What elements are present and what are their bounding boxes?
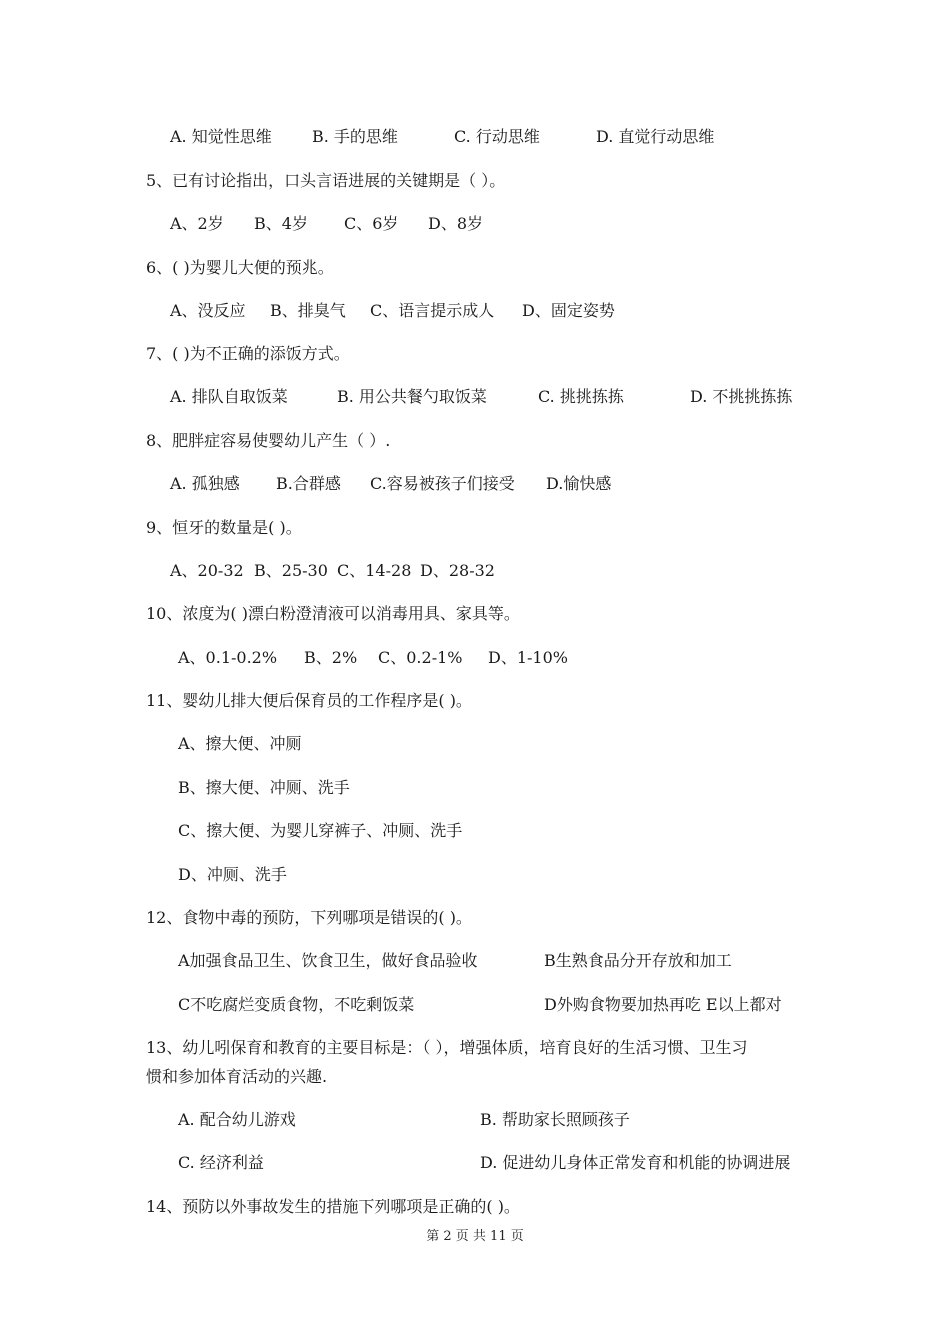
- q9-option-a: A、20-32: [170, 561, 244, 580]
- q11-option-c: C、擦大便、为婴儿穿裤子、冲厕、洗手: [178, 821, 463, 840]
- q9-stem: 9、恒牙的数量是( )。: [146, 518, 302, 537]
- q7-stem: 7、( )为不正确的添饭方式。: [146, 344, 350, 363]
- q10-option-c: C、0.2-1%: [378, 648, 463, 667]
- q14-stem: 14、预防以外事故发生的措施下列哪项是正确的( )。: [146, 1197, 520, 1216]
- q12-option-d: D外购食物要加热再吃 E以上都对: [544, 995, 782, 1014]
- q7-option-a: A. 排队自取饭菜: [170, 387, 288, 406]
- q5-option-b: B、4岁: [254, 214, 308, 233]
- q5-option-c: C、6岁: [344, 214, 399, 233]
- q10-option-b: B、2%: [304, 648, 358, 667]
- q6-option-a: A、没反应: [170, 301, 246, 320]
- q8-option-b: B.合群感: [276, 474, 341, 493]
- q10-option-a: A、0.1-0.2%: [178, 648, 278, 667]
- q9-option-d: D、28-32: [420, 561, 495, 580]
- q13-option-b: B. 帮助家长照顾孩子: [480, 1110, 630, 1129]
- q12-option-a: A加强食品卫生、饮食卫生，做好食品验收: [178, 951, 478, 970]
- q10-option-d: D、1-10%: [488, 648, 568, 667]
- q6-option-d: D、固定姿势: [522, 301, 615, 320]
- q11-stem: 11、婴幼儿排大便后保育员的工作程序是( )。: [146, 691, 472, 710]
- q8-option-d: D.愉快感: [546, 474, 612, 493]
- q4-option-a: A. 知觉性思维: [170, 127, 272, 146]
- q5-stem: 5、已有讨论指出，口头言语进展的关键期是（ ）。: [146, 171, 506, 190]
- q6-option-b: B、排臭气: [270, 301, 346, 320]
- q13-stem-line2: 惯和参加体育活动的兴趣.: [146, 1067, 328, 1086]
- q9-option-b: B、25-30: [254, 561, 328, 580]
- page-footer: 第 2 页 共 11 页: [426, 1229, 524, 1244]
- q6-stem: 6、( )为婴儿大便的预兆。: [146, 258, 334, 277]
- q12-stem: 12、食物中毒的预防，下列哪项是错误的( )。: [146, 908, 472, 927]
- q12-option-c: C不吃腐烂变质食物，不吃剩饭菜: [178, 995, 415, 1014]
- q8-option-c: C.容易被孩子们接受: [370, 474, 515, 493]
- q11-option-d: D、冲厕、洗手: [178, 865, 287, 884]
- q4-option-c: C. 行动思维: [454, 127, 540, 146]
- q9-option-c: C、14-28: [337, 561, 412, 580]
- q8-option-a: A. 孤独感: [170, 474, 240, 493]
- q5-option-d: D、8岁: [428, 214, 484, 233]
- q11-option-b: B、擦大便、冲厕、洗手: [178, 778, 350, 797]
- q13-option-d: D. 促进幼儿身体正常发育和机能的协调进展: [480, 1153, 791, 1172]
- q5-option-a: A、2岁: [170, 214, 224, 233]
- q10-stem: 10、浓度为( )漂白粉澄清液可以消毒用具、家具等。: [146, 604, 520, 623]
- q12-option-b: B生熟食品分开存放和加工: [544, 951, 732, 970]
- q13-option-c: C. 经济利益: [178, 1153, 264, 1172]
- q7-option-b: B. 用公共餐勺取饭菜: [337, 387, 487, 406]
- q7-option-c: C. 挑挑拣拣: [538, 387, 624, 406]
- q13-stem-line1: 13、幼儿吲保育和教育的主要目标是：（ ），增强体质，培育良好的生活习惯、卫生习: [146, 1038, 748, 1057]
- q7-option-d: D. 不挑挑拣拣: [690, 387, 793, 406]
- q11-option-a: A、擦大便、冲厕: [178, 734, 302, 753]
- q4-option-b: B. 手的思维: [312, 127, 398, 146]
- q4-option-d: D. 直觉行动思维: [596, 127, 715, 146]
- q13-option-a: A. 配合幼儿游戏: [178, 1110, 296, 1129]
- q6-option-c: C、语言提示成人: [370, 301, 495, 320]
- q8-stem: 8、肥胖症容易使婴幼儿产生（ ）.: [146, 431, 391, 450]
